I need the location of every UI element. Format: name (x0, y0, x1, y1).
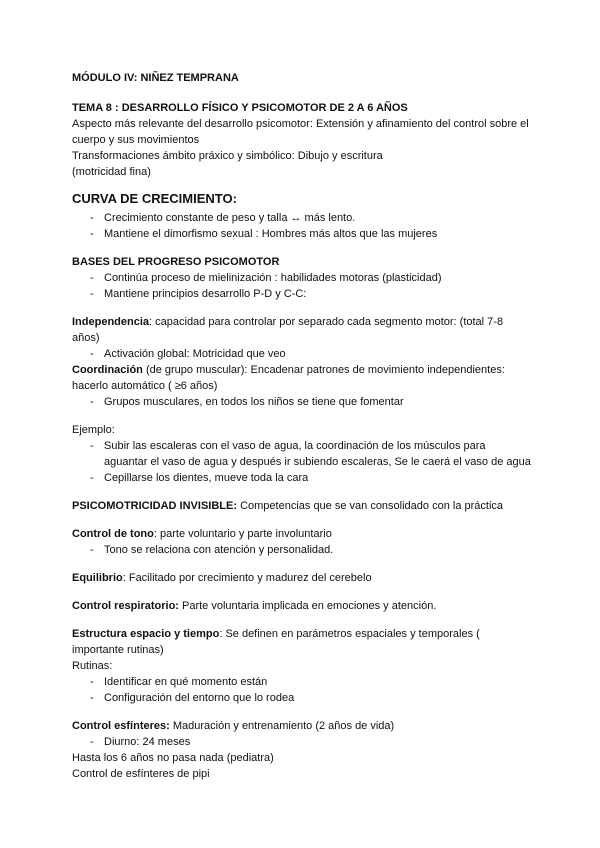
balance-paragraph (72, 570, 532, 586)
bases-heading: BASES DEL PROGRESO PSICOMOTOR (72, 256, 280, 268)
respiratory-term: Control respiratorio: (72, 600, 179, 612)
tone-term: Control de tono (72, 528, 154, 540)
sphincters-text: Maduración y entrenamiento (2 años de vida) (169, 720, 395, 732)
list-item: - Tono se relaciona con atención y personalidad. (72, 542, 532, 558)
example-list (72, 438, 532, 486)
topic-line: Transformaciones ámbito práxico y simbólico: Dibujo y escritura (72, 150, 383, 162)
topic-line: Aspecto más relevante del desarrollo psicomotor: Extensión y afinamiento del control sobre el cuerpo y sus movimientos (72, 118, 529, 146)
tone-paragraph (72, 526, 532, 542)
sphincters-line: Control de esfínteres de pipi (72, 768, 210, 780)
module-title: MÓDULO IV: NIÑEZ TEMPRANA (72, 72, 239, 84)
list-item: - Identificar en qué momento están (72, 674, 532, 690)
independence-paragraph (72, 314, 532, 346)
list-item: - Diurno: 24 meses (72, 734, 532, 750)
coordination-paragraph (72, 362, 532, 394)
invisible-term: PSICOMOTRICIDAD INVISIBLE: (72, 500, 238, 512)
sphincters-list (72, 734, 532, 750)
list-item: - Grupos musculares, en todos los niños se tiene que fomentar (72, 394, 532, 410)
coordination-text: (de grupo muscular): Encadenar patrones de movimiento independientes: hacerlo automático ( ≥6 años) (72, 364, 505, 392)
space-text: : Se definen en parámetros espaciales y temporales ( importante rutinas) (72, 628, 480, 656)
growth-heading: CURVA DE CRECIMIENTO: (72, 191, 237, 206)
list-item: - Mantiene el dimorfismo sexual : Hombres más altos que las mujeres (72, 226, 532, 242)
space-term: Estructura espacio y tiempo (72, 628, 220, 640)
independence-list (72, 346, 532, 362)
independence-term: Independencia (72, 316, 150, 328)
bases-list (72, 270, 532, 302)
balance-term: Equilibrio (72, 572, 123, 584)
space-paragraph (72, 626, 532, 658)
example-label: Ejemplo: (72, 424, 115, 436)
coordination-list (72, 394, 532, 410)
balance-text: : Facilitado por crecimiento y madurez del cerebelo (122, 572, 372, 584)
respiratory-text: Parte voluntaria implicada en emociones y atención. (178, 600, 437, 612)
invisible-paragraph (72, 498, 532, 514)
list-item: - Mantiene principios desarrollo P-D y C-C: (72, 286, 532, 302)
list-item: - Configuración del entorno que lo rodea (72, 690, 532, 706)
tone-text: : parte voluntario y parte involuntario (153, 528, 332, 540)
document-content (72, 70, 532, 782)
topic-title: TEMA 8 : DESARROLLO FÍSICO Y PSICOMOTOR DE 2 A 6 AÑOS (72, 102, 408, 114)
independence-text: : capacidad para controlar por separado cada segmento motor: (total 7-8 años) (72, 316, 504, 344)
list-item: - Cepillarse los dientes, mueve toda la cara (72, 470, 532, 486)
respiratory-paragraph (72, 598, 532, 614)
coordination-term: Coordinación (72, 364, 143, 376)
invisible-text: Competencias que se van consolidado con la práctica (237, 500, 504, 512)
sphincters-paragraph (72, 718, 532, 734)
list-item: - Activación global: Motricidad que veo (72, 346, 532, 362)
routines-label: Rutinas: (72, 660, 113, 672)
topic-line: (motricidad fina) (72, 166, 151, 178)
list-item: - Crecimiento constante de peso y talla ↔ más lento. (72, 210, 532, 226)
list-item: - Subir las escaleras con el vaso de agua, la coordinación de los músculos para aguantar el vaso de agua y después ir subiendo escaleras, Se le caerá el vaso de agua (72, 438, 532, 470)
space-list (72, 674, 532, 706)
growth-list (72, 210, 532, 242)
tone-list (72, 542, 532, 558)
sphincters-line: Hasta los 6 años no pasa nada (pediatra) (72, 752, 274, 764)
sphincters-term: Control esfínteres: (72, 720, 170, 732)
list-item: - Continúa proceso de mielinización : habilidades motoras (plasticidad) (72, 270, 532, 286)
